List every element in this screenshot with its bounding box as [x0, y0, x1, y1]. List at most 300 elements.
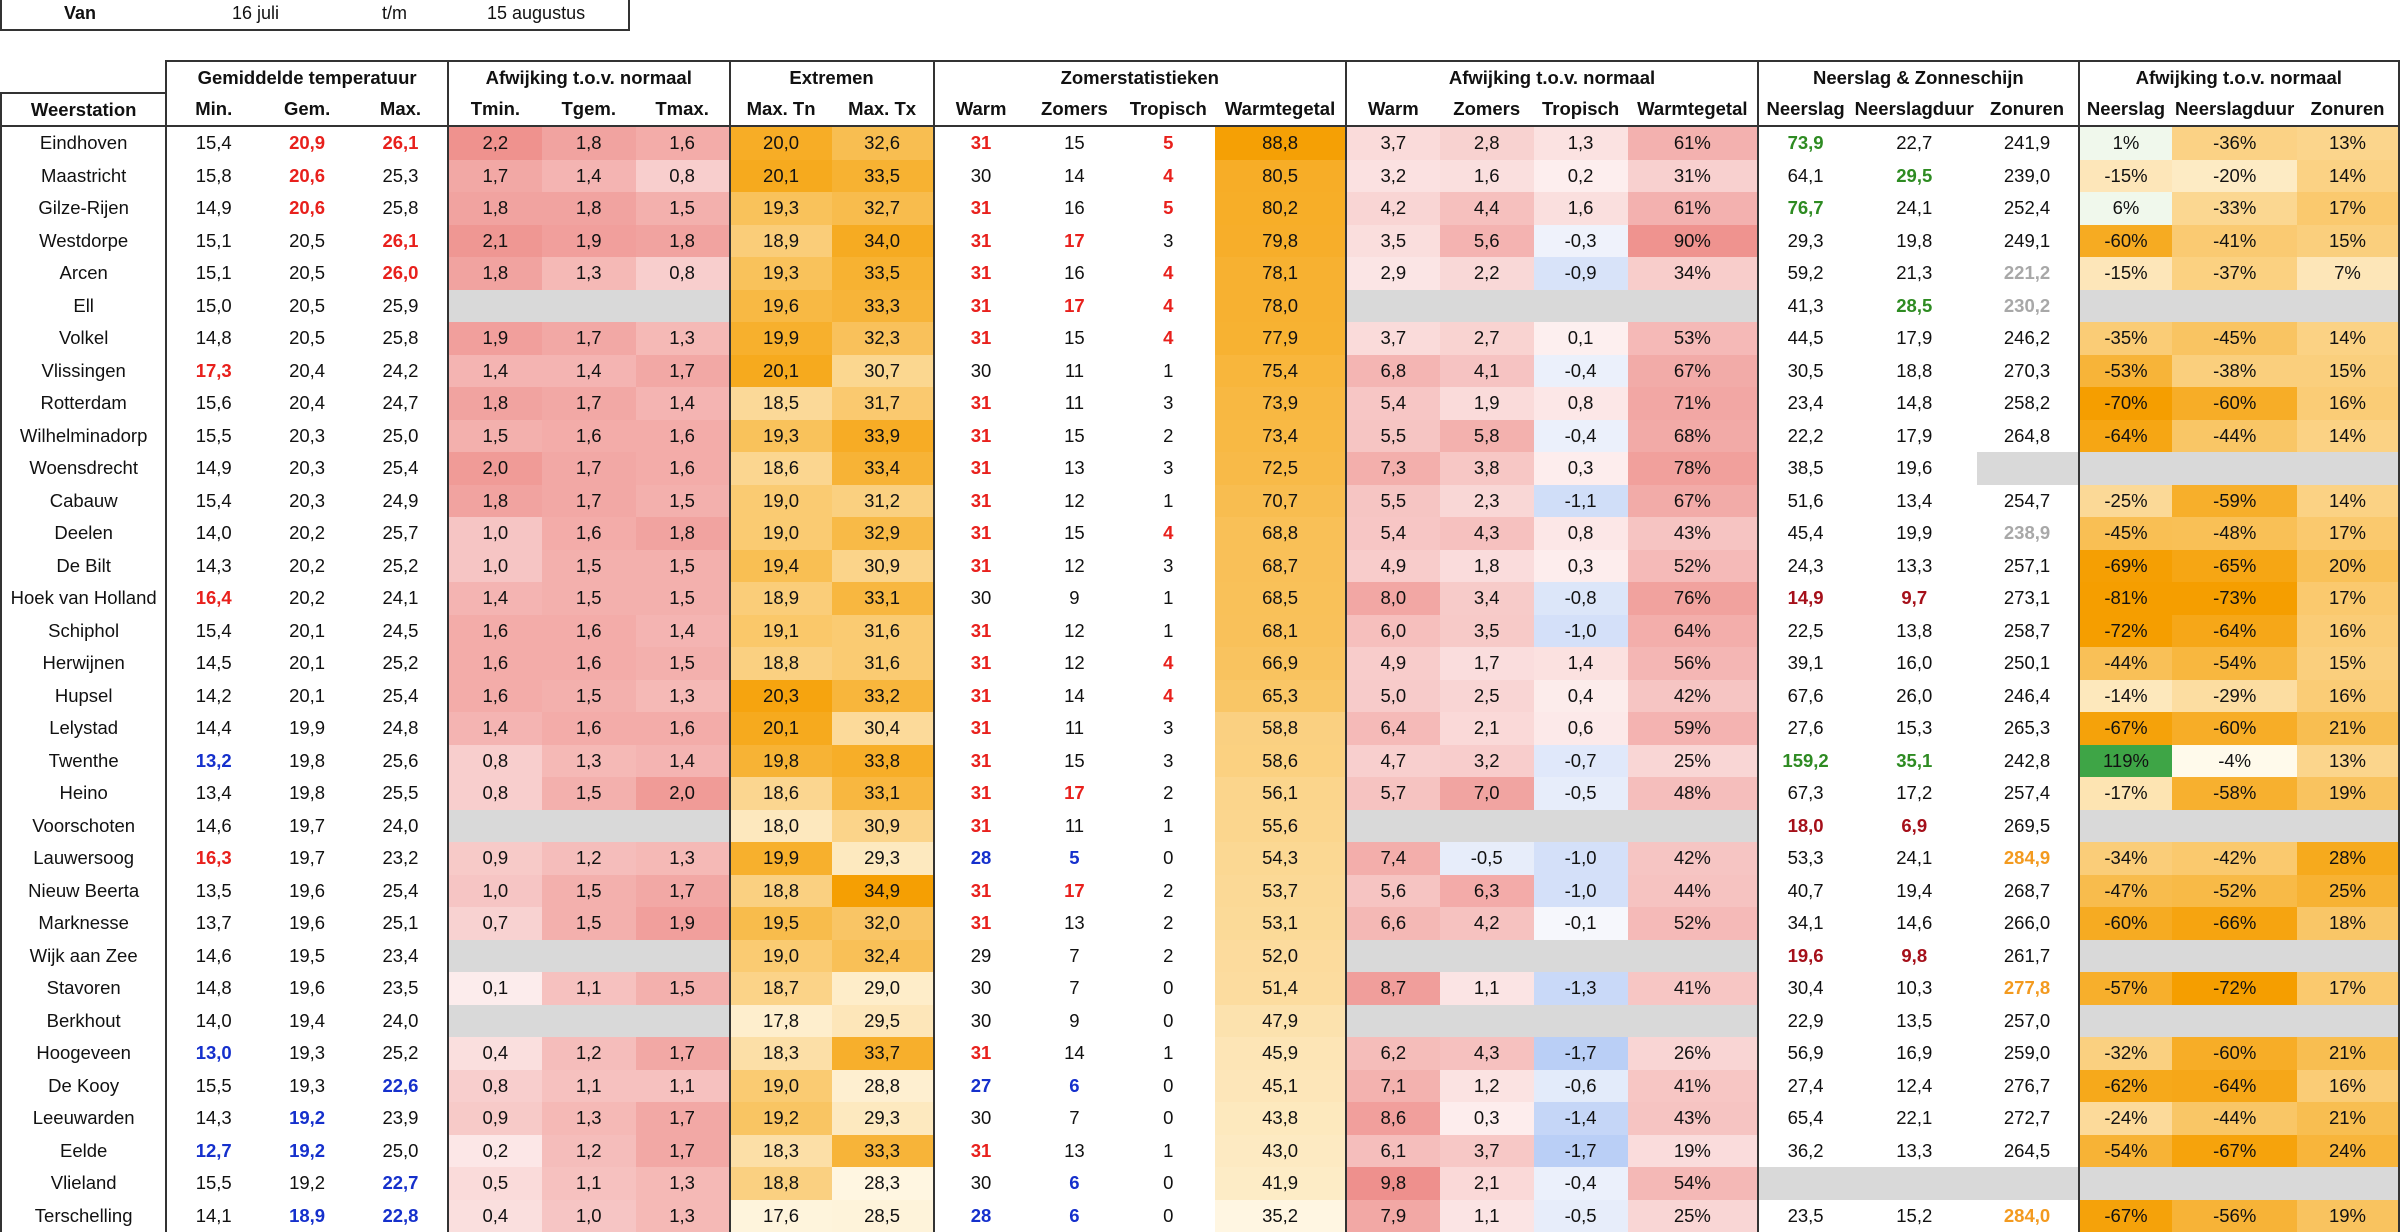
table-cell: 1,3 — [1534, 126, 1628, 160]
column-header: Tgem. — [542, 93, 636, 126]
table-cell: 277,8 — [1977, 972, 2079, 1005]
table-cell: 17% — [2297, 972, 2399, 1005]
table-cell: 20,6 — [260, 160, 354, 193]
table-cell: 5,4 — [1346, 517, 1440, 550]
table-cell: 3,4 — [1440, 582, 1534, 615]
table-cell: 16,0 — [1852, 647, 1976, 680]
table-cell: 53% — [1628, 322, 1759, 355]
table-cell: 272,7 — [1977, 1102, 2079, 1135]
station-name: Leeuwarden — [1, 1102, 166, 1135]
table-cell: 19,2 — [260, 1135, 354, 1168]
table-cell: -1,0 — [1534, 615, 1628, 648]
table-cell: 1 — [1121, 485, 1215, 518]
column-header: Zomers — [1440, 93, 1534, 126]
table-cell: 3,5 — [1346, 225, 1440, 258]
table-cell: 2 — [1121, 777, 1215, 810]
table-cell — [1977, 1167, 2079, 1200]
table-cell — [448, 810, 542, 843]
table-cell: 15% — [2297, 225, 2399, 258]
table-cell: 19,0 — [730, 1070, 832, 1103]
table-cell: 31 — [934, 550, 1028, 583]
table-cell: 257,1 — [1977, 550, 2079, 583]
table-cell: 4,7 — [1346, 745, 1440, 778]
table-cell: 1,6 — [636, 712, 730, 745]
table-cell: 18,8 — [730, 1167, 832, 1200]
table-cell: 17,6 — [730, 1200, 832, 1232]
table-cell: 16% — [2297, 680, 2399, 713]
table-cell: 4,3 — [1440, 517, 1534, 550]
table-cell — [2079, 290, 2173, 323]
table-cell: -38% — [2172, 355, 2296, 388]
table-cell: -35% — [2079, 322, 2173, 355]
table-cell: 1,6 — [542, 712, 636, 745]
table-row — [1, 582, 2399, 615]
table-cell: 9,8 — [1852, 940, 1976, 973]
station-name: Ell — [1, 290, 166, 323]
table-cell: 1,4 — [448, 355, 542, 388]
table-cell: 19,6 — [260, 907, 354, 940]
table-row — [1, 1200, 2399, 1232]
table-cell: 20,6 — [260, 192, 354, 225]
table-cell: 1,3 — [542, 745, 636, 778]
table-cell: 15,1 — [166, 257, 260, 290]
table-cell: 19,3 — [260, 1070, 354, 1103]
table-cell: 3,7 — [1346, 322, 1440, 355]
table-cell: -32% — [2079, 1037, 2173, 1070]
station-name: Schiphol — [1, 615, 166, 648]
station-name: Nieuw Beerta — [1, 875, 166, 908]
table-cell: 25,6 — [354, 745, 448, 778]
station-name: De Bilt — [1, 550, 166, 583]
table-cell: 5 — [1121, 126, 1215, 160]
table-cell: 9 — [1028, 582, 1122, 615]
table-cell: 1,3 — [542, 1102, 636, 1135]
table-cell: 20,5 — [260, 257, 354, 290]
table-cell: 30 — [934, 1102, 1028, 1135]
table-cell: 11 — [1028, 712, 1122, 745]
table-cell: -0,6 — [1534, 1070, 1628, 1103]
table-cell: -60% — [2172, 1037, 2296, 1070]
table-cell: -52% — [2172, 875, 2296, 908]
table-cell: 30,4 — [832, 712, 934, 745]
table-cell: 30,9 — [832, 550, 934, 583]
table-cell: 13,3 — [1852, 550, 1976, 583]
table-cell: 24,1 — [354, 582, 448, 615]
table-cell: 31 — [934, 290, 1028, 323]
table-cell: 1,0 — [542, 1200, 636, 1232]
table-cell: 33,1 — [832, 582, 934, 615]
table-cell: 1,5 — [636, 647, 730, 680]
table-cell: 19,9 — [1852, 517, 1976, 550]
table-row — [1, 485, 2399, 518]
table-cell: 43,8 — [1215, 1102, 1346, 1135]
table-cell — [2172, 1005, 2296, 1038]
table-cell: 23,9 — [354, 1102, 448, 1135]
table-cell — [2297, 452, 2399, 485]
table-cell: 1,7 — [542, 452, 636, 485]
table-cell: 17,9 — [1852, 322, 1976, 355]
table-cell: 43,0 — [1215, 1135, 1346, 1168]
table-cell: 2 — [1121, 907, 1215, 940]
table-cell: 9 — [1028, 1005, 1122, 1038]
table-cell: 18,6 — [730, 452, 832, 485]
group-header-spacer — [1, 61, 166, 93]
table-row — [1, 257, 2399, 290]
table-cell: 17 — [1028, 225, 1122, 258]
table-cell: 77,9 — [1215, 322, 1346, 355]
table-cell — [1534, 290, 1628, 323]
table-cell: 20,5 — [260, 225, 354, 258]
table-cell: 0,5 — [448, 1167, 542, 1200]
table-cell — [1534, 940, 1628, 973]
group-header: Neerslag & Zonneschijn — [1758, 61, 2078, 93]
table-cell: 80,5 — [1215, 160, 1346, 193]
table-cell: -42% — [2172, 842, 2296, 875]
table-cell: 20,1 — [260, 647, 354, 680]
station-name: Vlissingen — [1, 355, 166, 388]
table-cell: 14,3 — [166, 1102, 260, 1135]
table-cell: -41% — [2172, 225, 2296, 258]
table-cell: 28 — [934, 842, 1028, 875]
table-cell: 1,6 — [448, 615, 542, 648]
table-cell: 19,0 — [730, 517, 832, 550]
column-header: Tmax. — [636, 93, 730, 126]
table-cell: 264,5 — [1977, 1135, 2079, 1168]
table-cell: 23,2 — [354, 842, 448, 875]
table-cell: 17,8 — [730, 1005, 832, 1038]
table-cell: 30,9 — [832, 810, 934, 843]
table-cell: -73% — [2172, 582, 2296, 615]
table-cell — [2079, 940, 2173, 973]
table-cell: 1,6 — [542, 647, 636, 680]
table-cell: 1,7 — [542, 485, 636, 518]
table-cell: 1,8 — [542, 192, 636, 225]
table-cell: 33,7 — [832, 1037, 934, 1070]
table-cell: 15,1 — [166, 225, 260, 258]
table-cell: 4,9 — [1346, 647, 1440, 680]
table-cell: 68,7 — [1215, 550, 1346, 583]
table-cell: 258,2 — [1977, 387, 2079, 420]
table-cell: 30,7 — [832, 355, 934, 388]
table-cell: 31 — [934, 680, 1028, 713]
table-cell: 15 — [1028, 420, 1122, 453]
table-cell: -0,4 — [1534, 420, 1628, 453]
table-cell: 41,9 — [1215, 1167, 1346, 1200]
table-cell: 51,6 — [1758, 485, 1852, 518]
table-cell: 18,3 — [730, 1135, 832, 1168]
table-cell: 20,1 — [260, 615, 354, 648]
table-row — [1, 615, 2399, 648]
table-cell: 5 — [1121, 192, 1215, 225]
table-cell: 1,1 — [542, 972, 636, 1005]
table-cell: 14,6 — [166, 810, 260, 843]
table-cell: 1,9 — [542, 225, 636, 258]
table-cell: 239,0 — [1977, 160, 2079, 193]
table-cell: 0,1 — [448, 972, 542, 1005]
table-row — [1, 940, 2399, 973]
table-cell: 252,4 — [1977, 192, 2079, 225]
table-cell: 22,8 — [354, 1200, 448, 1232]
table-cell: 20,3 — [260, 485, 354, 518]
period-bar — [0, 0, 630, 31]
table-cell: 0 — [1121, 1200, 1215, 1232]
table-row — [1, 842, 2399, 875]
table-cell: 2,7 — [1440, 322, 1534, 355]
table-cell: 1,1 — [542, 1070, 636, 1103]
table-cell: 24,1 — [1852, 192, 1976, 225]
table-cell: 4,4 — [1440, 192, 1534, 225]
table-cell: 78% — [1628, 452, 1759, 485]
table-cell — [1440, 1005, 1534, 1038]
table-cell — [448, 1005, 542, 1038]
table-cell — [542, 810, 636, 843]
column-header: Zonuren — [1977, 93, 2079, 126]
table-cell: 20% — [2297, 550, 2399, 583]
table-cell: 1,4 — [542, 160, 636, 193]
table-cell — [636, 810, 730, 843]
table-cell: 76,7 — [1758, 192, 1852, 225]
table-cell: 13,8 — [1852, 615, 1976, 648]
table-cell: 0 — [1121, 1070, 1215, 1103]
table-cell: 30 — [934, 1167, 1028, 1200]
table-cell: 19,5 — [260, 940, 354, 973]
table-cell: 19,4 — [260, 1005, 354, 1038]
table-cell: 16,4 — [166, 582, 260, 615]
table-cell: -54% — [2172, 647, 2296, 680]
table-cell: 5,8 — [1440, 420, 1534, 453]
table-cell: 30 — [934, 160, 1028, 193]
table-cell: 19,3 — [730, 192, 832, 225]
table-row — [1, 1135, 2399, 1168]
table-cell: 9,7 — [1852, 582, 1976, 615]
table-cell: 1,8 — [448, 485, 542, 518]
table-cell — [1534, 810, 1628, 843]
table-cell: 15% — [2297, 355, 2399, 388]
table-cell: 29,0 — [832, 972, 934, 1005]
table-cell: 3,5 — [1440, 615, 1534, 648]
table-cell: 29,3 — [832, 1102, 934, 1135]
table-row — [1, 1167, 2399, 1200]
table-cell: 5 — [1028, 842, 1122, 875]
table-cell: 17 — [1028, 290, 1122, 323]
table-cell: 6 — [1028, 1200, 1122, 1232]
table-cell: 1,5 — [542, 907, 636, 940]
table-cell: 1,7 — [636, 875, 730, 908]
table-cell: 1 — [1121, 355, 1215, 388]
table-cell: 3,7 — [1346, 126, 1440, 160]
table-cell: 13,3 — [1852, 1135, 1976, 1168]
table-cell: 2,1 — [1440, 712, 1534, 745]
period-separator: t/m — [382, 3, 407, 24]
table-cell: 0 — [1121, 972, 1215, 1005]
table-cell: 19,1 — [730, 615, 832, 648]
table-cell: 270,3 — [1977, 355, 2079, 388]
table-cell: 2,9 — [1346, 257, 1440, 290]
table-cell: 17% — [2297, 582, 2399, 615]
column-header: Tropisch — [1534, 93, 1628, 126]
table-cell: 0,2 — [1534, 160, 1628, 193]
table-cell: 14% — [2297, 420, 2399, 453]
table-cell: 61% — [1628, 192, 1759, 225]
table-cell: 3,8 — [1440, 452, 1534, 485]
table-cell: 25,4 — [354, 875, 448, 908]
table-cell: 15 — [1028, 322, 1122, 355]
table-cell: 67% — [1628, 485, 1759, 518]
table-cell: 12,7 — [166, 1135, 260, 1168]
table-cell: 5,6 — [1440, 225, 1534, 258]
table-cell: 25,1 — [354, 907, 448, 940]
table-cell: 14% — [2297, 485, 2399, 518]
table-cell — [1346, 1005, 1440, 1038]
table-cell: 0,1 — [1534, 322, 1628, 355]
table-row — [1, 452, 2399, 485]
table-cell: 0,8 — [448, 777, 542, 810]
table-cell: 20,3 — [730, 680, 832, 713]
table-cell: -34% — [2079, 842, 2173, 875]
table-cell: 31 — [934, 907, 1028, 940]
table-cell: 66,9 — [1215, 647, 1346, 680]
table-cell: 19,6 — [260, 875, 354, 908]
table-cell: 19,2 — [260, 1167, 354, 1200]
table-cell: 7,3 — [1346, 452, 1440, 485]
table-cell: 24,5 — [354, 615, 448, 648]
table-cell: 5,6 — [1346, 875, 1440, 908]
table-cell: 13,4 — [1852, 485, 1976, 518]
table-cell: 15,5 — [166, 1167, 260, 1200]
table-cell: 25,2 — [354, 647, 448, 680]
table-cell: 59% — [1628, 712, 1759, 745]
table-cell: 65,4 — [1758, 1102, 1852, 1135]
table-cell: 71% — [1628, 387, 1759, 420]
table-cell: 38,5 — [1758, 452, 1852, 485]
table-cell: 14,1 — [166, 1200, 260, 1232]
table-row — [1, 355, 2399, 388]
table-cell: 0,8 — [1534, 517, 1628, 550]
table-cell: 31,7 — [832, 387, 934, 420]
table-cell: 33,4 — [832, 452, 934, 485]
table-cell: 1,5 — [636, 485, 730, 518]
column-header: Min. — [166, 93, 260, 126]
table-cell: 19,3 — [730, 420, 832, 453]
table-cell: 30 — [934, 972, 1028, 1005]
table-cell: 31 — [934, 257, 1028, 290]
table-cell: 14,8 — [1852, 387, 1976, 420]
column-header: Warm — [934, 93, 1028, 126]
table-cell: 12 — [1028, 615, 1122, 648]
table-cell: 70,7 — [1215, 485, 1346, 518]
table-cell: 20,5 — [260, 322, 354, 355]
station-name: De Kooy — [1, 1070, 166, 1103]
table-cell: 0 — [1121, 1005, 1215, 1038]
table-cell: 41,3 — [1758, 290, 1852, 323]
table-cell — [542, 290, 636, 323]
station-name: Marknesse — [1, 907, 166, 940]
table-cell: 0,6 — [1534, 712, 1628, 745]
table-cell: 56,9 — [1758, 1037, 1852, 1070]
table-cell: 25% — [2297, 875, 2399, 908]
group-header: Afwijking t.o.v. normaal — [448, 61, 730, 93]
table-cell: 25% — [1628, 1200, 1759, 1232]
table-row — [1, 680, 2399, 713]
table-cell: 19,7 — [260, 842, 354, 875]
table-cell: -1,7 — [1534, 1135, 1628, 1168]
column-header: Neerslag — [1758, 93, 1852, 126]
column-header: Neerslag — [2079, 93, 2173, 126]
table-cell: 1,9 — [448, 322, 542, 355]
table-cell: -60% — [2172, 712, 2296, 745]
station-name: Wilhelminadorp — [1, 420, 166, 453]
table-cell: -59% — [2172, 485, 2296, 518]
table-cell: 1,4 — [1534, 647, 1628, 680]
table-cell: 17% — [2297, 192, 2399, 225]
table-cell: 14,3 — [166, 550, 260, 583]
table-row — [1, 647, 2399, 680]
table-cell: -64% — [2172, 1070, 2296, 1103]
table-cell: 0 — [1121, 842, 1215, 875]
table-cell: 18,7 — [730, 972, 832, 1005]
table-cell: 22,1 — [1852, 1102, 1976, 1135]
table-cell: 2,2 — [1440, 257, 1534, 290]
table-cell: 25% — [1628, 745, 1759, 778]
table-cell: 33,1 — [832, 777, 934, 810]
table-cell: 15,2 — [1852, 1200, 1976, 1232]
table-cell: 27,4 — [1758, 1070, 1852, 1103]
table-cell: 1,2 — [542, 1037, 636, 1070]
table-row — [1, 810, 2399, 843]
table-cell: 19,6 — [730, 290, 832, 323]
table-cell: 1,4 — [636, 745, 730, 778]
table-cell: 41% — [1628, 1070, 1759, 1103]
table-cell: 32,4 — [832, 940, 934, 973]
table-cell: 79,8 — [1215, 225, 1346, 258]
table-cell: 17,3 — [166, 355, 260, 388]
table-cell: 73,9 — [1215, 387, 1346, 420]
table-cell: -1,4 — [1534, 1102, 1628, 1135]
table-cell: 11 — [1028, 387, 1122, 420]
table-cell: 45,4 — [1758, 517, 1852, 550]
table-cell: -54% — [2079, 1135, 2173, 1168]
table-row — [1, 745, 2399, 778]
table-cell: 31 — [934, 1135, 1028, 1168]
table-cell: 14% — [2297, 160, 2399, 193]
table-cell: 26,0 — [354, 257, 448, 290]
table-cell: 19,8 — [730, 745, 832, 778]
table-cell: -57% — [2079, 972, 2173, 1005]
table-cell: 1,6 — [1440, 160, 1534, 193]
table-cell: 73,4 — [1215, 420, 1346, 453]
table-cell: 15 — [1028, 745, 1122, 778]
table-cell: 3 — [1121, 712, 1215, 745]
table-cell — [2172, 1167, 2296, 1200]
table-cell: 258,7 — [1977, 615, 2079, 648]
column-header: Tmin. — [448, 93, 542, 126]
table-cell: 33,5 — [832, 257, 934, 290]
station-name: Cabauw — [1, 485, 166, 518]
table-cell — [448, 940, 542, 973]
table-cell: 1 — [1121, 810, 1215, 843]
table-cell: 2,8 — [1440, 126, 1534, 160]
table-cell: 1,6 — [542, 420, 636, 453]
table-cell: 78,1 — [1215, 257, 1346, 290]
station-name: Hoogeveen — [1, 1037, 166, 1070]
table-cell: 0,4 — [1534, 680, 1628, 713]
table-cell — [542, 940, 636, 973]
station-name: Hupsel — [1, 680, 166, 713]
table-cell: 17 — [1028, 875, 1122, 908]
table-cell: 4 — [1121, 517, 1215, 550]
table-cell: 29,3 — [1758, 225, 1852, 258]
station-name: Deelen — [1, 517, 166, 550]
